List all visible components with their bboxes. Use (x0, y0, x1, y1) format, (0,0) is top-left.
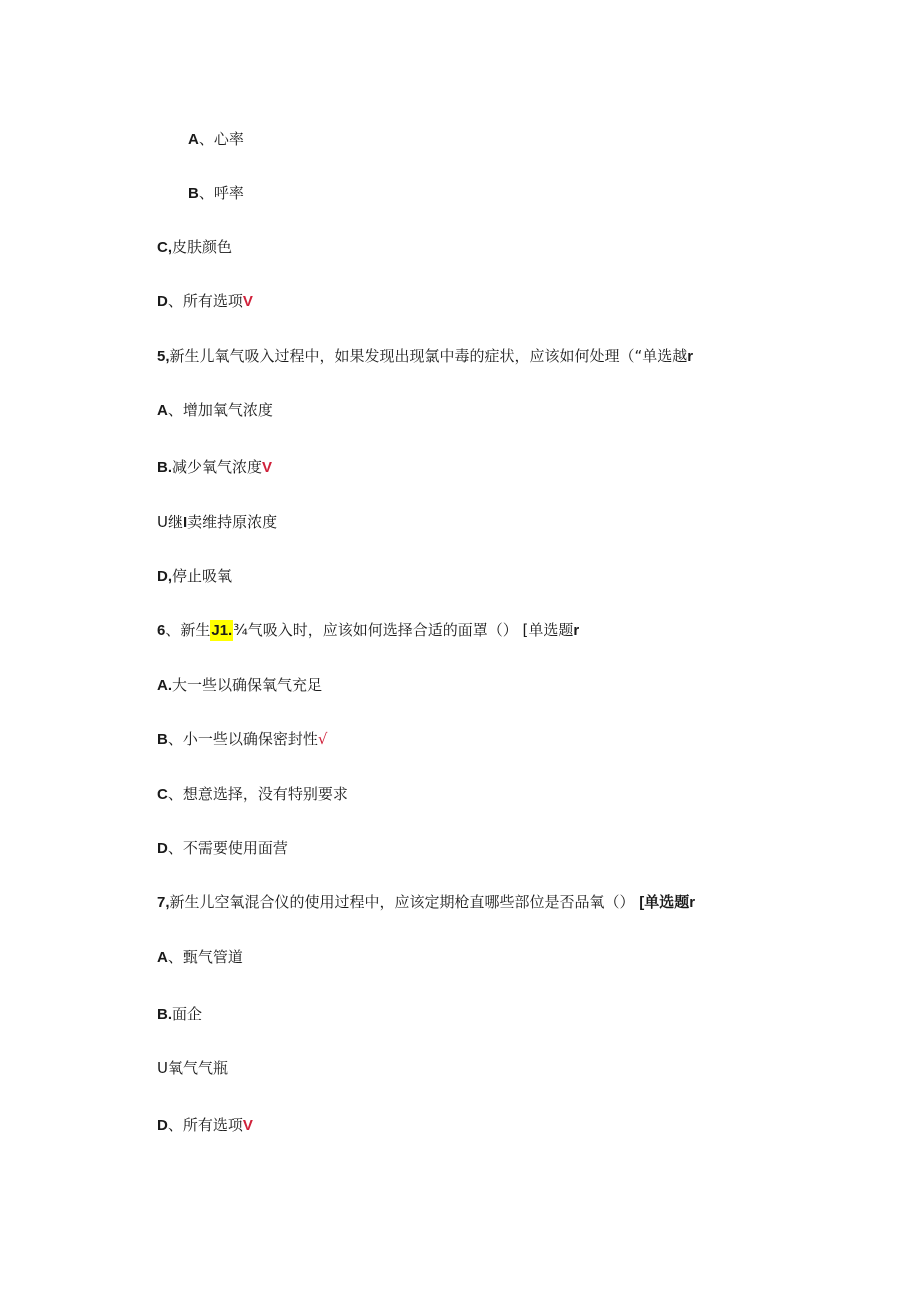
option-text: 、甄气管道 (167, 948, 243, 966)
option-marker: B. (157, 1006, 172, 1023)
option-marker: A (157, 402, 168, 419)
option-6b (157, 729, 327, 750)
option-text: 、所有选项 (167, 1116, 243, 1134)
option-marker: D, (157, 568, 172, 585)
question-number: 6 (157, 622, 166, 639)
option-marker: C, (157, 239, 172, 256)
option-text: 停止吸氧 (172, 567, 233, 585)
option-text-rest: 卖维持原浓度 (187, 513, 278, 531)
option-6a (157, 675, 322, 696)
correct-mark: V (242, 1117, 253, 1134)
correct-mark: V (242, 293, 253, 310)
option-7a (157, 947, 243, 968)
option-5d (157, 566, 232, 587)
question-tail: r (573, 622, 580, 639)
option-text-artifact: I (183, 514, 188, 531)
option-4b (188, 183, 244, 204)
option-5b (157, 457, 272, 478)
option-text: 大一些以确保氧气充足 (172, 676, 323, 694)
option-7b (157, 1004, 202, 1025)
question-tail: r (687, 348, 694, 365)
option-text: 减少氧气浓度 (172, 458, 263, 476)
question-text: 、新生 (165, 621, 211, 639)
option-marker: A (188, 131, 199, 148)
option-marker: B (157, 731, 168, 748)
question-6 (157, 620, 579, 641)
option-marker: A (157, 949, 168, 966)
option-text: 、所有选项 (167, 292, 243, 310)
option-4d (157, 291, 253, 312)
option-marker: D (157, 293, 168, 310)
option-marker: U (157, 1059, 168, 1077)
option-6d (157, 838, 288, 859)
option-5a (157, 400, 273, 421)
option-text: 氧气气瓶 (167, 1059, 228, 1077)
option-6c (157, 784, 348, 805)
option-4a (188, 129, 244, 150)
option-marker: C (157, 786, 168, 803)
option-marker: A. (157, 677, 172, 694)
question-text: 新生儿氧气吸入过程中，如果发现出现氯中毒的症状，应该如何处理（“单选越 (169, 347, 688, 365)
option-text: 、小一些以确保密封性 (167, 730, 318, 748)
question-5 (157, 346, 693, 367)
option-text: 、想意选择，没有特别要求 (167, 785, 348, 803)
question-text: 新生儿空氧混合仪的使用过程中，应该定期枪直哪些部位是否品氧（） (169, 893, 640, 911)
option-text: 皮肤颜色 (172, 238, 233, 256)
option-marker: U (157, 513, 168, 531)
question-number: 7, (157, 894, 170, 911)
option-5c (157, 512, 277, 533)
option-text: 继 (167, 513, 183, 531)
option-marker: B (188, 185, 199, 202)
question-number: 5, (157, 348, 170, 365)
option-marker: B. (157, 459, 172, 476)
highlighted-text: J1. (211, 622, 233, 639)
option-marker: D (157, 840, 168, 857)
question-text-rest: ¾气吸入时，应该如何选择合适的面罩（） [单选题 (233, 621, 574, 639)
correct-mark: V (262, 459, 273, 476)
option-text: 、呼率 (198, 184, 244, 202)
option-7c (157, 1058, 228, 1078)
option-text: 、心率 (198, 130, 244, 148)
correct-mark: √ (317, 730, 328, 748)
option-text: 、增加氧气浓度 (167, 401, 273, 419)
option-4c (157, 237, 232, 258)
question-tail: [单选题r (639, 894, 696, 911)
option-marker: D (157, 1117, 168, 1134)
option-7d (157, 1115, 253, 1136)
option-text: 面企 (172, 1005, 203, 1023)
option-text: 、不需要使用面营 (167, 839, 288, 857)
question-7 (157, 892, 695, 913)
